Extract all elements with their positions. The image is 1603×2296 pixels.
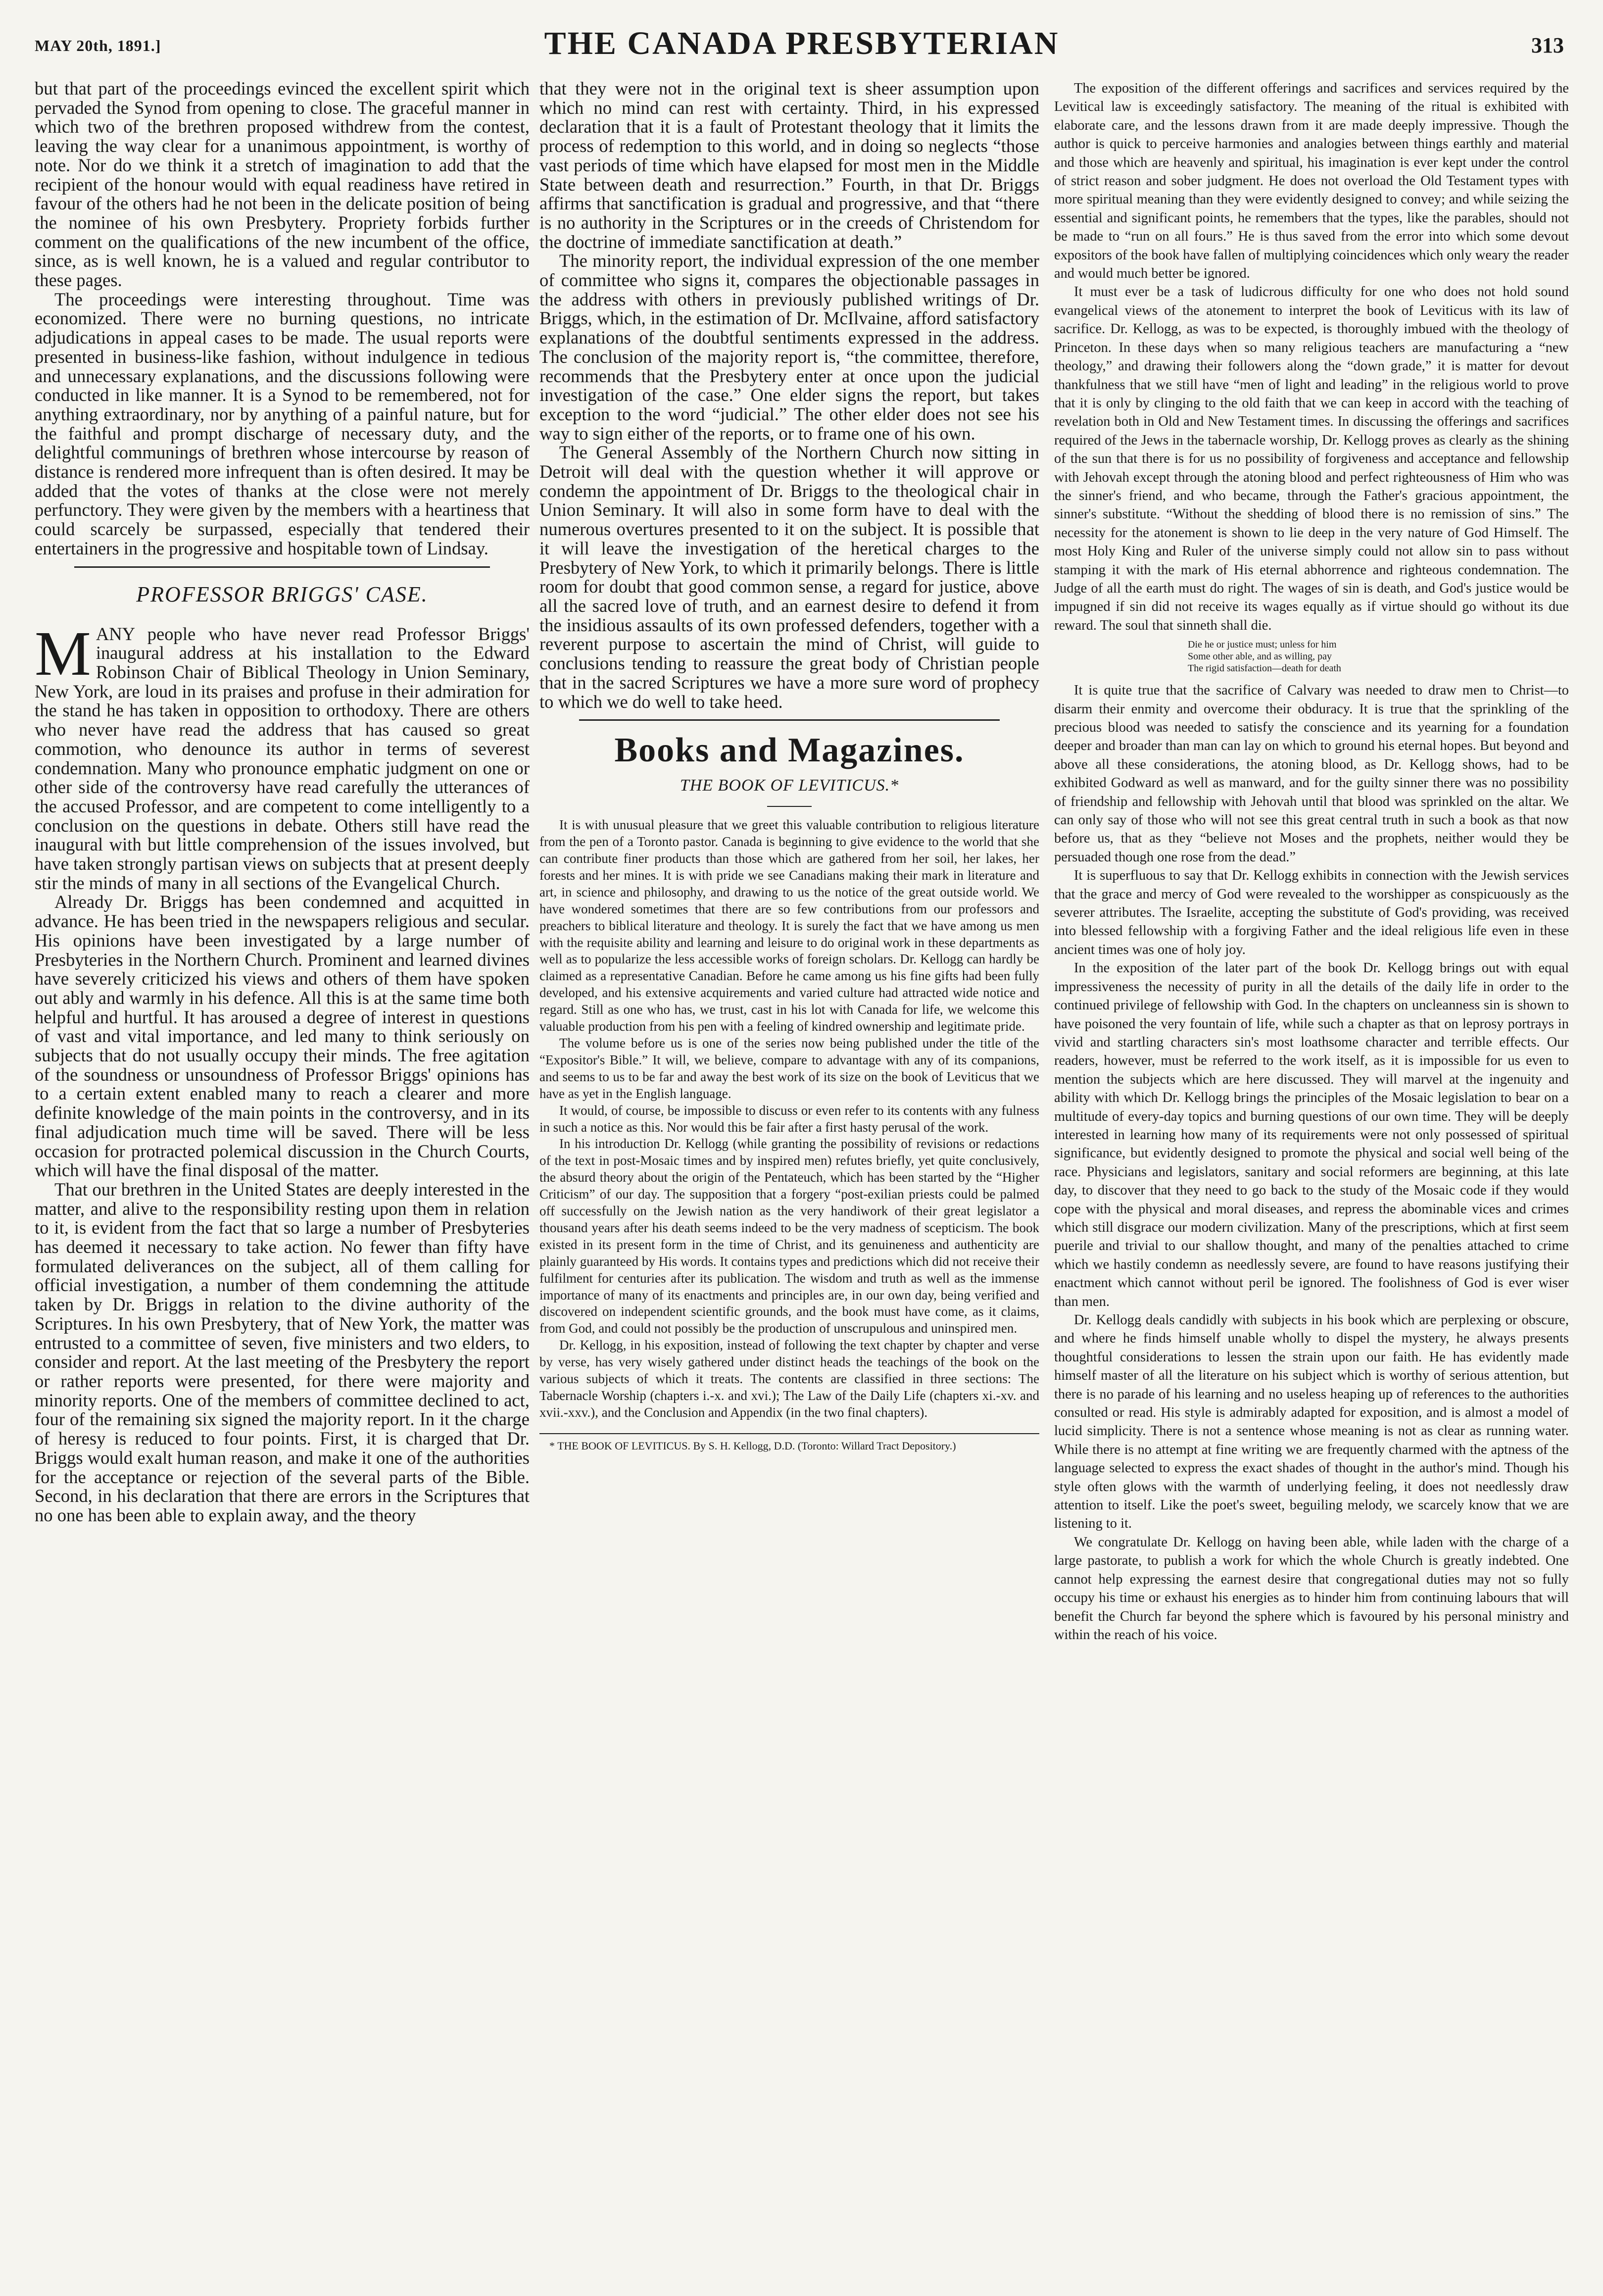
paragraph: The exposition of the different offerings and sacrifices and services required by the Levitical law is exceedingly satisfactory. The meaning of the ritual is exhibited with elaborate care, and the lessons drawn from it are made deeply impressive. Though the author is quick to perceive harmonies and analogies between things earthly and material and those which are heavenly and spiritual, his imagination is ever kept under the control of strict reason and sober judgment. He does not overload the Old Testament types with more spiritual meaning than they were evidently designed to convey; and while seizing the essential and significant points, he remembers that the types, like the parables, should not be made to “run on all fours.” He is thus saved from the error into which some devout expositors of the book have fallen of multiplying coincidences which only weary the reader and would much better be ignored. xyxy=(1054,81,1569,282)
paragraph-text: ANY people who have never read Professor Briggs' inaugural address at his installation to the Edward Robinson Chair of Biblical Theology in Union Seminary, New York, are loud in its praises and profuse in their admiration for the stand he has taken in opposition to orthodoxy. There are others who never have read the address that has caused so great commotion, who denounce its author in terms of severest condemnation. Many who pronounce emphatic judgment on one or other side of the controversy have read carefully the utterances of the accused Professor, and are competent to come intelligently to a conclusion on the questions in debate. Others still have read the inaugural with but little comprehension of the issues involved, but have taken strongly partisan views on subjects that at present deeply stir the minds of many in all sections of the Evangelical Church. xyxy=(35,623,530,893)
paragraph: The proceedings were interesting throughout. Time was economized. There were no burning questions, no intricate adjudications in appeal cases to be made. The usual reports were presented in business-like fashion, without indulgence in tedious and unnecessary explanations, and the discussions following were conducted in like manner. It is a Synod to be remembered, not for anything extraordinary, nor by anything of a painful nature, but for the faithful and prompt discharge of necessary duty, and the delightful communings of brethren whose intercourse by reason of distance is rendered more infrequent than is often desired. It may be added that the votes of thanks at the close were not merely perfunctory. They were given by the members with a heartiness that could scarcely be surpassed, especially that tendered their entertainers in the progressive and hospitable town of Lindsay. xyxy=(35,289,530,558)
verse-quote xyxy=(1188,639,1569,674)
paragraph: The minority report, the individual expression of the one member of committee who signs it, compares the objectionable passages in the address with others in previously published writings of Dr. Briggs, which, in the estimation of Dr. McIlvaine, afford satisfactory explanations of the doubtful sentiments expressed in the address. The conclusion of the majority report is, “the committee, therefore, recommends that the Presbytery enter at once upon the judicial investigation of the case.” One elder signs the report, but takes exception to the word “judicial.” The other elder does not see his way to sign either of the reports, or to frame one of his own. xyxy=(539,250,1039,444)
verse-line: The rigid satisfaction—death for death xyxy=(1188,663,1341,674)
paragraph: It is quite true that the sacrifice of Calvary was needed to draw men to Christ—to disarm their enmity and overcome their obduracy. It is true that the sprinkling of the precious blood was needed to satisfy the conscience and its yearning for a foundation deeper and broader than man can lay on which to ground his eternal hopes. But beyond and above all these considerations, the atoning blood, as Dr. Kellogg shows, had to be exhibited Godward as well as manward, and for the guilty sinner there was no possibility of friendship and fellowship with Jehovah until that blood was sprinkled on the altar. We can only say of those who will not see this great central truth in such a book as that now before us, that as they “believe not Moses and the prophets, neither would they be persuaded though one rose from the dead.” xyxy=(1054,683,1569,865)
paragraph: It is superfluous to say that Dr. Kellogg exhibits in connection with the Jewish services that the grace and mercy of God were revealed to the worshipper as conspicuously as the severer attributes. The Israelite, accepting the substitute of God's providing, was received into blessed fellowship with a forgiving Father and the ideal religious life even in these ancient times was one of holy joy. xyxy=(1054,868,1569,957)
paragraph: It would, of course, be impossible to discuss or even refer to its contents with any fulness in such a notice as this. Nor would this be fair after a first hasty perusal of the work. xyxy=(539,1102,1039,1135)
paragraph: That our brethren in the United States are deeply interested in the matter, and alive to the responsibility resting upon them in relation to it, is evident from the fact that so large a number of Presbyteries has deemed it necessary to take action. No fewer than fifty have formulated deliverances on the subject, all of them calling for official investigation, a number of them condemning the attitude taken by Dr. Briggs in relation to the divine authority of the Scriptures. In his own Presbytery, that of New York, the matter was entrusted to a committee of seven, five ministers and two elders, to consider and report. At the last meeting of the Presbytery the report or rather reports were presented, for there were majority and minority reports. One of the members of committee declined to act, four of the remaining six signed the majority report. In it the charge of heresy is reduced to four points. First, it is charged that Dr. Briggs would exalt human reason, and make it one of the authorities for the acceptance or rejection of the several parts of the Bible. Second, in his declaration that there are errors in the Scriptures that no one has been able to explain away, and the theory xyxy=(35,1179,530,1525)
paragraph: The General Assembly of the Northern Church now sitting in Detroit will deal with the question whether it will approve or condemn the appointment of Dr. Briggs to the theological chair in Union Seminary. It will also in some form have to deal with the numerous overtures presented to it on the subject. It is possible that it will leave the investigation of the heretical charges to the Presbytery of New York, to which it primarily belongs. There is little room for doubt that good common sense, a regard for justice, above all the sacred love of truth, and an earnest desire to defend it from the insidious assaults of its own professed defenders, together with a reverent purpose to ascertain the mind of Christ, will guide to conclusions tending to reassure the great body of Christian people that in the sacred Scriptures we have a more sure word of prophecy to which we do well to take heed. xyxy=(539,442,1039,712)
column-1 xyxy=(35,79,530,2213)
verse-line: Some other able, and as willing, pay xyxy=(1188,651,1332,662)
review-title: THE BOOK OF LEVITICUS.* xyxy=(680,776,899,795)
masthead xyxy=(35,25,1569,69)
paragraph: Dr. Kellogg deals candidly with subjects in his book which are perplexing or obscure, and where he finds himself unable wholly to dispel the mystery, he always presents thoughtful considerations to lessen the strain upon our faith. He has evidently made himself master of all the literature on his subject which is worthy of serious attention, but there is no parade of his learning and no useless heaping up of references to the authorities consulted or read. His style is admirably adapted for exposition, and is almost a model of lucid simplicity. There is not a sentence whose meaning is not as clear as running water. While there is no attempt at fine writing we are frequently charmed with the aptness of the language selected to express the exact shades of thought in the author's mind. Though his style often glows with the warmth of underlying feeling, it does not needlessly draw attention to itself. Like the poet's sweet, beguiling melody, we scarcely know that we are listening to it. xyxy=(1054,1312,1569,1532)
publication-title: THE CANADA PRESBYTERIAN xyxy=(544,25,1060,61)
footnote: * THE BOOK OF LEVITICUS. By S. H. Kellogg, D.D. (Toronto: Willard Tract Depository.) xyxy=(539,1433,1039,1453)
paragraph: In the exposition of the later part of the book Dr. Kellogg brings out with equal impressiveness the necessity of purity in all the details of the daily life in order to the continued privilege of fellowship with God. In the chapters on uncleanness sin is shown to have poisoned the very fountain of life, while such a chapter as that on leprosy portrays in vivid and startling characters sin's most loathsome character and terrible effects. Our readers, however, must be referred to the work itself, as it is impossible for us even to mention the subjects which are here discussed. They will marvel at the ingenuity and ability with which Dr. Kellogg brings the principles of the Mosaic legislation to bear on a multitude of every-day topics and burning questions of our own time. They will be deeply interested in learning how many of its requirements were not only possessed of spiritual significance, but evidently designed to promote the physical and social well being of the race. Physicians and legislators, sanitary and social reformers are beginning, at this late day, to discover that they need to go back to the study of the Mosaic code if they would cope with the physical and moral diseases, and repress the abominable vices and crimes which still disgrace our modern civilization. Many of the prescriptions, which at first seem puerile and trivial to our shallow thought, and many of the penalties attached to crime which we hastily condemn as needlessly severe, are found to have reasons justifying their enactment which cannot without peril be ignored. The foolishness of God is ever wiser than men. xyxy=(1054,960,1569,1309)
paragraph: It is with unusual pleasure that we greet this valuable contribution to religious literature from the pen of a Toronto pastor. Canada is beginning to give evidence to the world that she can contribute finer products than those which are gathered from her soil, her lakes, her forests and her mines. It is with pride we see Canadians making their mark in literature and art, in science and philosophy, and drawing to us the notice of the great outside world. We have wondered sometimes that there are so few contributions from our professors and preachers to biblical literature and theology. It is surely the fact that we have among us men with the requisite ability and learning and leisure to do original work in these departments as well as to popularize the less accessible works of foreign scholars. Dr. Kellogg can hardly be claimed as a representative Canadian. Before he came among us his fine gifts had been fully developed, and his extensive acquirements and varied culture had attracted wide notice and regard. Still as one who has, we trust, cast in his lot with Canada for life, we welcome this valuable production from his pen with a feeling of kindred ownership and legitimate pride. xyxy=(539,817,1039,1034)
drop-cap: M xyxy=(35,618,91,689)
paragraph: Dr. Kellogg, in his exposition, instead of following the text chapter by chapter and verse by verse, has very wisely gathered under distinct heads the teachings of the book on the various subjects of which it treats. The contents are classified in three sections: The Tabernacle Worship (chapters i.-x. and xvi.); The Law of the Daily Life (chapters xi.-xv. and xvii.-xxv.), and the Conclusion and Appendix (in the two final chapters). xyxy=(539,1338,1039,1420)
divider xyxy=(579,719,1000,721)
column-2 xyxy=(539,79,1039,2213)
paragraph xyxy=(35,618,530,893)
paragraph: The volume before us is one of the series now being published under the title of the “Expositor's Bible.” It will, we believe, compare to advantage with any of its companions, and seems to us to be far and away the best work of its size on the book of Leviticus that we have as yet in the English language. xyxy=(539,1035,1039,1101)
paragraph: but that part of the proceedings evinced the excellent spirit which pervaded the Synod from opening to close. The graceful manner in which two of the brethren proposed withdrew from the contest, leaving the way clear for a unanimous appointment, is worthy of note. Nor do we think it a stretch of imagination to add that the recipient of the honour would with equal readiness have retired in favour of the others had he not been in the delicate position of being the nominee of his own Presbytery. Propriety forbids further comment on the qualifications of the new incumbent of the office, since, as is well known, he is a valued and regular contributor to these pages. xyxy=(35,79,530,291)
separator xyxy=(767,806,812,807)
verse-line: Die he or justice must; unless for him xyxy=(1188,639,1337,650)
page-number: 313 xyxy=(1531,33,1564,57)
paragraph: We congratulate Dr. Kellogg on having been able, while laden with the charge of a large pastorate, to publish a work for which the whole Church is greatly indebted. One cannot help expressing the earnest desire that congregational duties may not so fully occupy his time or exhaust his energies as to hinder him from continuing labours that will benefit the Church far beyond the sphere which is favoured by his personal ministry and within the reach of his voice. xyxy=(1054,1534,1569,1643)
paragraph: that they were not in the original text is sheer assumption upon which no mind can rest with certainty. Third, in his expressed declaration that it is a fault of Protestant theology that it limits the process of redemption to this world, and in doing so neglects “those vast periods of time which have elapsed for most men in the Middle State between death and resurrection.” Fourth, in that Dr. Briggs affirms that sanctification is gradual and progressive, and that “there is no authority in the Scriptures or in the creeds of Christendom for the doctrine of immediate sanctification at death.” xyxy=(539,79,1039,252)
section-heading-books: Books and Magazines. xyxy=(614,731,965,770)
paragraph: In his introduction Dr. Kellogg (while granting the possibility of revisions or redactions of the text in post-Mosaic times and by inspired men) refutes briefly, yet quite conclusively, the absurd theory about the origin of the Pentateuch, which has been started by the “Higher Criticism” of our day. The supposition that a forgery “post-exilian priests could be palmed off successfully on the Jewish nation as the very handiwork of their great legislator a thousand years after his death seems indeed to be the very madness of scepticism. The book existed in its present form in the time of Christ, and its genuineness and authenticity are plainly guaranteed by His words. It contains types and predictions which did not receive their fulfilment for centuries after its publication. The wisdom and truth as well as the immense importance of many of its enactments and principles are, in our own day, being verified and discovered on independent scientific grounds, and the book must have come, as it claims, from God, and could not possibly be the production of unscrupulous and uninspired men. xyxy=(539,1136,1039,1336)
paragraph: It must ever be a task of ludicrous difficulty for one who does not hold sound evangelical views of the atonement to interpret the book of Leviticus with its law of sacrifice. Dr. Kellogg, as was to be expected, is thoroughly imbued with the theology of Princeton. In these days when so many religious teachers are manufacturing a “new theology,” and drawing their followers along the “down grade,” it is matter for devout thankfulness that we still have “men of light and leading” in the religious world to prove that it is only by clinging to the old faith that we can keep in accord with the teaching of revelation both in Old and New Testament times. In discussing the offerings and sacrifices required of the Jews in the tabernacle worship, Dr. Kellogg proves as clearly as the shining of the sun that there is for us no possibility of forgiveness and acceptance and fellowship with Jehovah except through the atoning blood and perfect righteousness of Him who was the sinner's friend, and who became, through the Father's gracious appointment, the sinner's substitute. “Without the shedding of blood there is no remission of sins.” The necessity for the atonement is shown to lie deep in the very nature of God Himself. The most Holy King and Ruler of the universe simply could not allow sin to pass without stamping it with the mark of His eternal abhorrence and righteous condemnation. The Judge of all the earth must do right. The wages of sin is death, and God's justice would be impugned if sin did not receive its wages equally as if virtue should go without its due reward. The soul that sinneth shall die. xyxy=(1054,284,1569,633)
section-title-briggs: PROFESSOR BRIGGS' CASE. xyxy=(136,582,428,606)
column-3 xyxy=(1054,79,1569,2213)
paragraph: Already Dr. Briggs has been condemned and acquitted in advance. He has been tried in the newspapers religious and secular. His opinions have been investigated by a large number of Presbyteries in the Northern Church. Prominent and learned divines have severely criticized his views and others of them have spoken out ably and warmly in his defence. All this is at the same time both helpful and hurtful. It has aroused a degree of interest in questions of vast and vital importance, and led many to think seriously on subjects that do not usually occupy their minds. The free agitation of the soundness or unsoundness of Professor Briggs' opinions has to a certain extent enabled many to reach a clearer and more definite knowledge of the main points in the controversy, and in its final adjudication much time will be saved. There will be less occasion for protracted polemical discussion in the Church Courts, which will have the final disposal of the matter. xyxy=(35,892,530,1181)
issue-date: MAY 20th, 1891.] xyxy=(35,37,161,54)
divider xyxy=(74,566,490,568)
